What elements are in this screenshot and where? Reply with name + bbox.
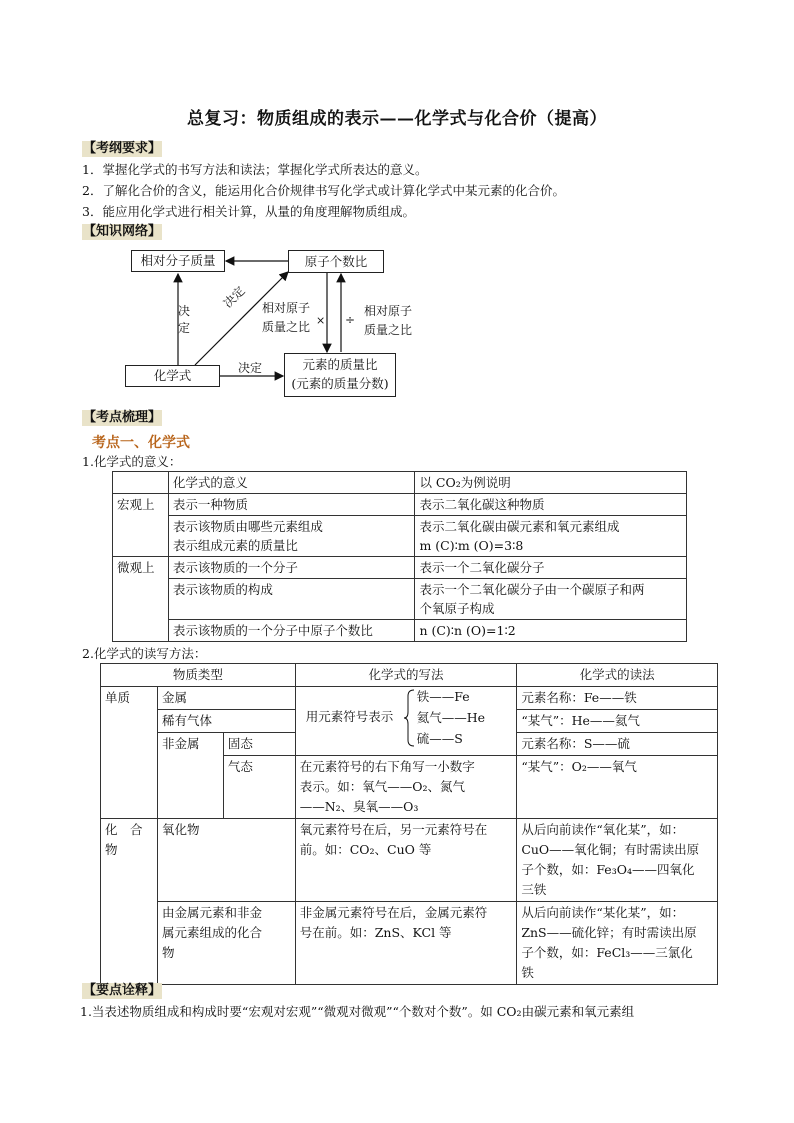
- cell-line: 化 合: [105, 822, 143, 837]
- table-row: [113, 557, 687, 579]
- label-left-line2: 质量之比: [262, 320, 311, 334]
- outline-item-2: 2．了解化合价的含义，能运用化合价规律书写化学式或计算化学式中某元素的化合价。: [82, 183, 565, 198]
- table-row: [101, 819, 718, 902]
- meaning-table: [112, 471, 687, 642]
- cell-line: 氧元素符号在后，另一元素符号在: [299, 822, 488, 837]
- cell-line: 三铁: [521, 882, 547, 897]
- micro-label: 微观上: [113, 557, 169, 642]
- box-chemical-formula: 化学式: [125, 365, 220, 387]
- table-row: [113, 494, 687, 516]
- write-gas-cell: [295, 756, 517, 819]
- read-fe: 元素名称：Fe——铁: [517, 687, 718, 710]
- mass-ratio-line2: (元素的质量分数): [291, 376, 389, 391]
- box-molecular-mass: 相对分子质量: [131, 250, 225, 272]
- cell-meaning: 表示该物质的一个分子中原子个数比: [168, 620, 415, 642]
- read-write-table: [100, 663, 718, 985]
- outline-item-3: 3．能应用化学式进行相关计算，从量的角度理解物质组成。: [82, 204, 415, 219]
- cell-line: 子个数，如：FeCl₃——三氯化: [521, 945, 693, 960]
- cell-example: 表示二氧化碳这种物质: [415, 494, 687, 516]
- page-title: 总复习：物质组成的表示——化学式与化合价（提高）: [187, 109, 607, 129]
- cell-line: 表示该物质由哪些元素组成: [172, 519, 323, 534]
- explain-line-1: 1.当表述物质组成和构成时要“宏观对宏观”“微观对微观”“个数对个数”。如 CO₂由碳元素和氧元素组: [80, 1004, 635, 1019]
- metal-nonmetal-read: [517, 902, 718, 985]
- table-row: [113, 579, 687, 620]
- label-divide: ÷: [345, 313, 356, 327]
- header-meaning: 化学式的意义: [168, 472, 415, 494]
- cell-meaning: 表示一种物质: [168, 494, 415, 516]
- cell-example: [415, 516, 687, 557]
- mass-ratio-line1: 元素的质量比: [302, 357, 378, 372]
- brace-icon: [404, 688, 416, 748]
- cell-line: 从后向前读作“氧化某”，如：: [521, 822, 685, 837]
- cell-example: 表示一个二氧化碳分子: [415, 557, 687, 579]
- label-right-line1: 相对原子: [364, 304, 413, 318]
- oxide-label: 氧化物: [157, 819, 295, 902]
- label-rel-atom-mass-ratio-right: [364, 303, 412, 339]
- table-row: [113, 516, 687, 557]
- cell-line: 表示二氧化碳由碳元素和氧元素组成: [419, 519, 620, 534]
- cell-line: 前。如：CO₂、CuO 等: [299, 842, 432, 857]
- label-times: ×: [316, 314, 326, 327]
- cell-line: 物: [105, 842, 118, 857]
- table-row: [113, 472, 687, 494]
- header-write: 化学式的写法: [295, 664, 517, 687]
- cell-line: 表示。如：氧气——O₂、氮气: [299, 779, 465, 794]
- metal-nonmetal-write: [295, 902, 517, 985]
- cell-line: 属元素组成的化合: [161, 925, 262, 940]
- cell-example: n (C)∶n (O)=1∶2: [415, 620, 687, 642]
- write-symbol-prefix: 用元素符号表示: [305, 709, 394, 724]
- read-he: “某气”：He——氦气: [517, 710, 718, 733]
- label-decide-diagonal: 决定: [220, 283, 248, 311]
- table-row: [101, 687, 718, 710]
- cell-line: 子个数，如：Fe₃O₄——四氧化: [521, 862, 695, 877]
- macro-label: 宏观上: [113, 494, 169, 557]
- label-decide-horizontal: 决定: [238, 361, 263, 375]
- label-left-line1: 相对原子: [262, 301, 311, 315]
- label-rel-atom-mass-ratio-left: [262, 300, 310, 336]
- cell-line: 在元素符号的右下角写一小数字: [299, 759, 475, 774]
- cell-meaning: 表示该物质的一个分子: [168, 557, 415, 579]
- cell-line: ZnS——硫化锌；有时需读出原: [521, 925, 697, 940]
- simple-substance-label: 单质: [101, 687, 158, 819]
- table-cell-empty: [113, 472, 169, 494]
- meaning-title: 1.化学式的意义：: [82, 454, 182, 469]
- cell-line: 物: [161, 945, 175, 960]
- example-fe: 铁——Fe: [416, 689, 470, 704]
- label-right-line2: 质量之比: [364, 323, 413, 337]
- label-decide-vertical: 决定: [178, 304, 191, 335]
- table-row: [101, 902, 718, 985]
- solid-label: 固态: [223, 733, 295, 756]
- nonmetal-label: 非金属: [157, 733, 223, 819]
- cell-line: 非金属元素符号在后，金属元素符: [299, 905, 488, 920]
- box-mass-ratio: [284, 353, 396, 397]
- read-s: 元素名称：S——硫: [517, 733, 718, 756]
- section-label-network: 【知识网络】: [83, 224, 162, 239]
- cell-line: CuO——氧化铜；有时需读出原: [521, 842, 700, 857]
- cell-line: ——N₂、臭氧——O₃: [299, 799, 419, 814]
- oxide-read: [517, 819, 718, 902]
- cell-line: 表示组成元素的质量比: [172, 538, 298, 553]
- example-s: 硫——S: [416, 731, 463, 746]
- metal-nonmetal-label: [157, 902, 295, 985]
- rw-title: 2.化学式的读写方法：: [82, 646, 207, 661]
- cell-line: 从后向前读作“某化某”，如：: [521, 905, 685, 920]
- diagram-arrows: [0, 0, 794, 420]
- example-he: 氦气——He: [416, 710, 486, 725]
- cell-meaning: [168, 516, 415, 557]
- cell-line: 铁: [521, 965, 534, 980]
- section-label-outline: 【考纲要求】: [83, 141, 162, 156]
- header-example: 以 CO₂为例说明: [415, 472, 687, 494]
- write-symbol-cell: [295, 687, 517, 756]
- point-one-heading: 考点一、化学式: [92, 435, 190, 451]
- table-row: [113, 620, 687, 642]
- gas-label: 气态: [223, 756, 295, 819]
- cell-example: [415, 579, 687, 620]
- read-gas: “某气”：O₂——氧气: [517, 756, 718, 819]
- cell-line: 号在前。如：ZnS、KCl 等: [299, 925, 452, 940]
- compound-label: [101, 819, 158, 985]
- metal-label: 金属: [157, 687, 295, 710]
- header-type: 物质类型: [101, 664, 296, 687]
- cell-meaning: 表示该物质的构成: [168, 579, 415, 620]
- outline-item-1: 1．掌握化学式的书写方法和读法；掌握化学式所表达的意义。: [82, 162, 428, 177]
- cell-line: 表示一个二氧化碳分子由一个碳原子和两: [419, 582, 645, 597]
- box-atom-ratio: 原子个数比: [288, 250, 384, 273]
- header-read: 化学式的读法: [517, 664, 718, 687]
- cell-line: 由金属元素和非金: [161, 905, 262, 920]
- table-row: [101, 664, 718, 687]
- cell-line: 个氧原子构成: [419, 601, 495, 616]
- section-label-explain: 【要点诠释】: [83, 983, 162, 998]
- cell-line: m (C)∶m (O)=3∶8: [419, 538, 524, 553]
- noble-gas-label: 稀有气体: [157, 710, 295, 733]
- section-label-points: 【考点梳理】: [83, 410, 162, 425]
- oxide-write: [295, 819, 517, 902]
